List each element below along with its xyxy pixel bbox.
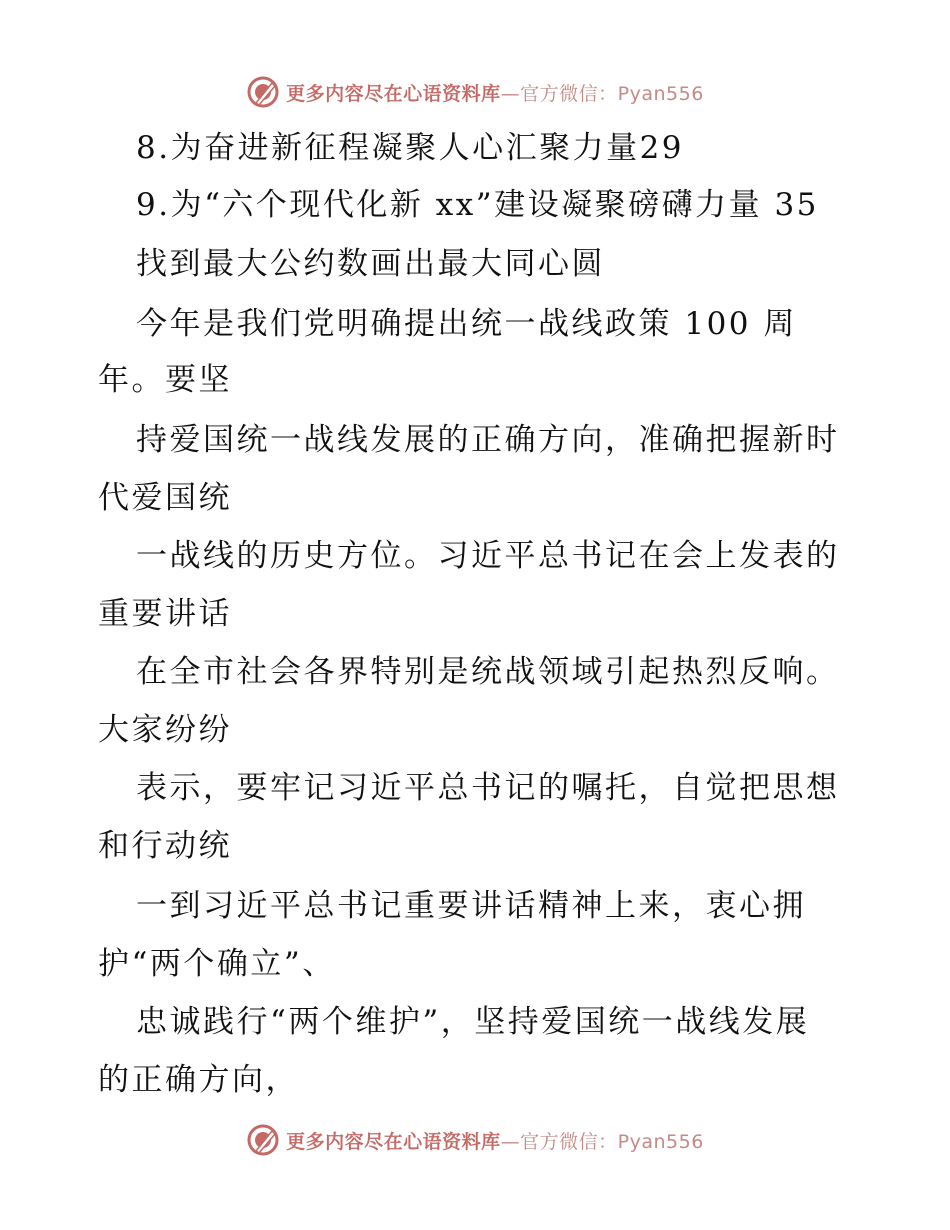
paragraph-line: 的正确方向， (98, 1062, 299, 1098)
toc-line-8: 8.为奋进新征程凝聚人心汇聚力量29 (136, 130, 685, 166)
paragraph-line: 今年是我们党明确提出统一战线政策 100 周 (136, 306, 797, 342)
footer-text (286, 1127, 704, 1154)
footer-brand: 更多内容尽在心语资料库 (286, 1130, 501, 1153)
paragraph-line: 年。要坚 (98, 362, 232, 398)
header-separator: — (500, 82, 521, 105)
footer-separator: — (500, 1130, 521, 1153)
paragraph-line: 代爱国统 (98, 480, 232, 516)
header-brand: 更多内容尽在心语资料库 (286, 82, 501, 105)
paragraph-line: 和行动统 (98, 828, 232, 864)
pen-badge-icon (246, 1123, 280, 1157)
footer-contact: 官方微信：Pyan556 (520, 1130, 704, 1153)
header-text (286, 79, 704, 106)
header-contact: 官方微信：Pyan556 (520, 82, 704, 105)
paragraph-line: 持爱国统一战线发展的正确方向，准确把握新时 (136, 422, 840, 458)
toc-line-9: 9.为“六个现代化新 xx”建设凝聚磅礴力量 35 (136, 187, 819, 223)
pen-badge-icon (246, 75, 280, 109)
paragraph-line: 护“两个确立”、 (98, 946, 336, 982)
paragraph-line: 在全市社会各界特别是统战领域引起热烈反响。 (136, 654, 840, 690)
section-title: 找到最大公约数画出最大同心圆 (136, 246, 605, 282)
paragraph-line: 一到习近平总书记重要讲话精神上来，衷心拥 (136, 888, 806, 924)
header-watermark (0, 72, 950, 112)
paragraph-line: 重要讲话 (98, 596, 232, 632)
paragraph-line: 一战线的历史方位。习近平总书记在会上发表的 (136, 538, 840, 574)
paragraph-line: 表示，要牢记习近平总书记的嘱托，自觉把思想 (136, 770, 840, 806)
paragraph-line: 忠诚践行“两个维护”，坚持爱国统一战线发展 (136, 1004, 810, 1040)
paragraph-line: 大家纷纷 (98, 712, 232, 748)
footer-watermark (0, 1120, 950, 1160)
